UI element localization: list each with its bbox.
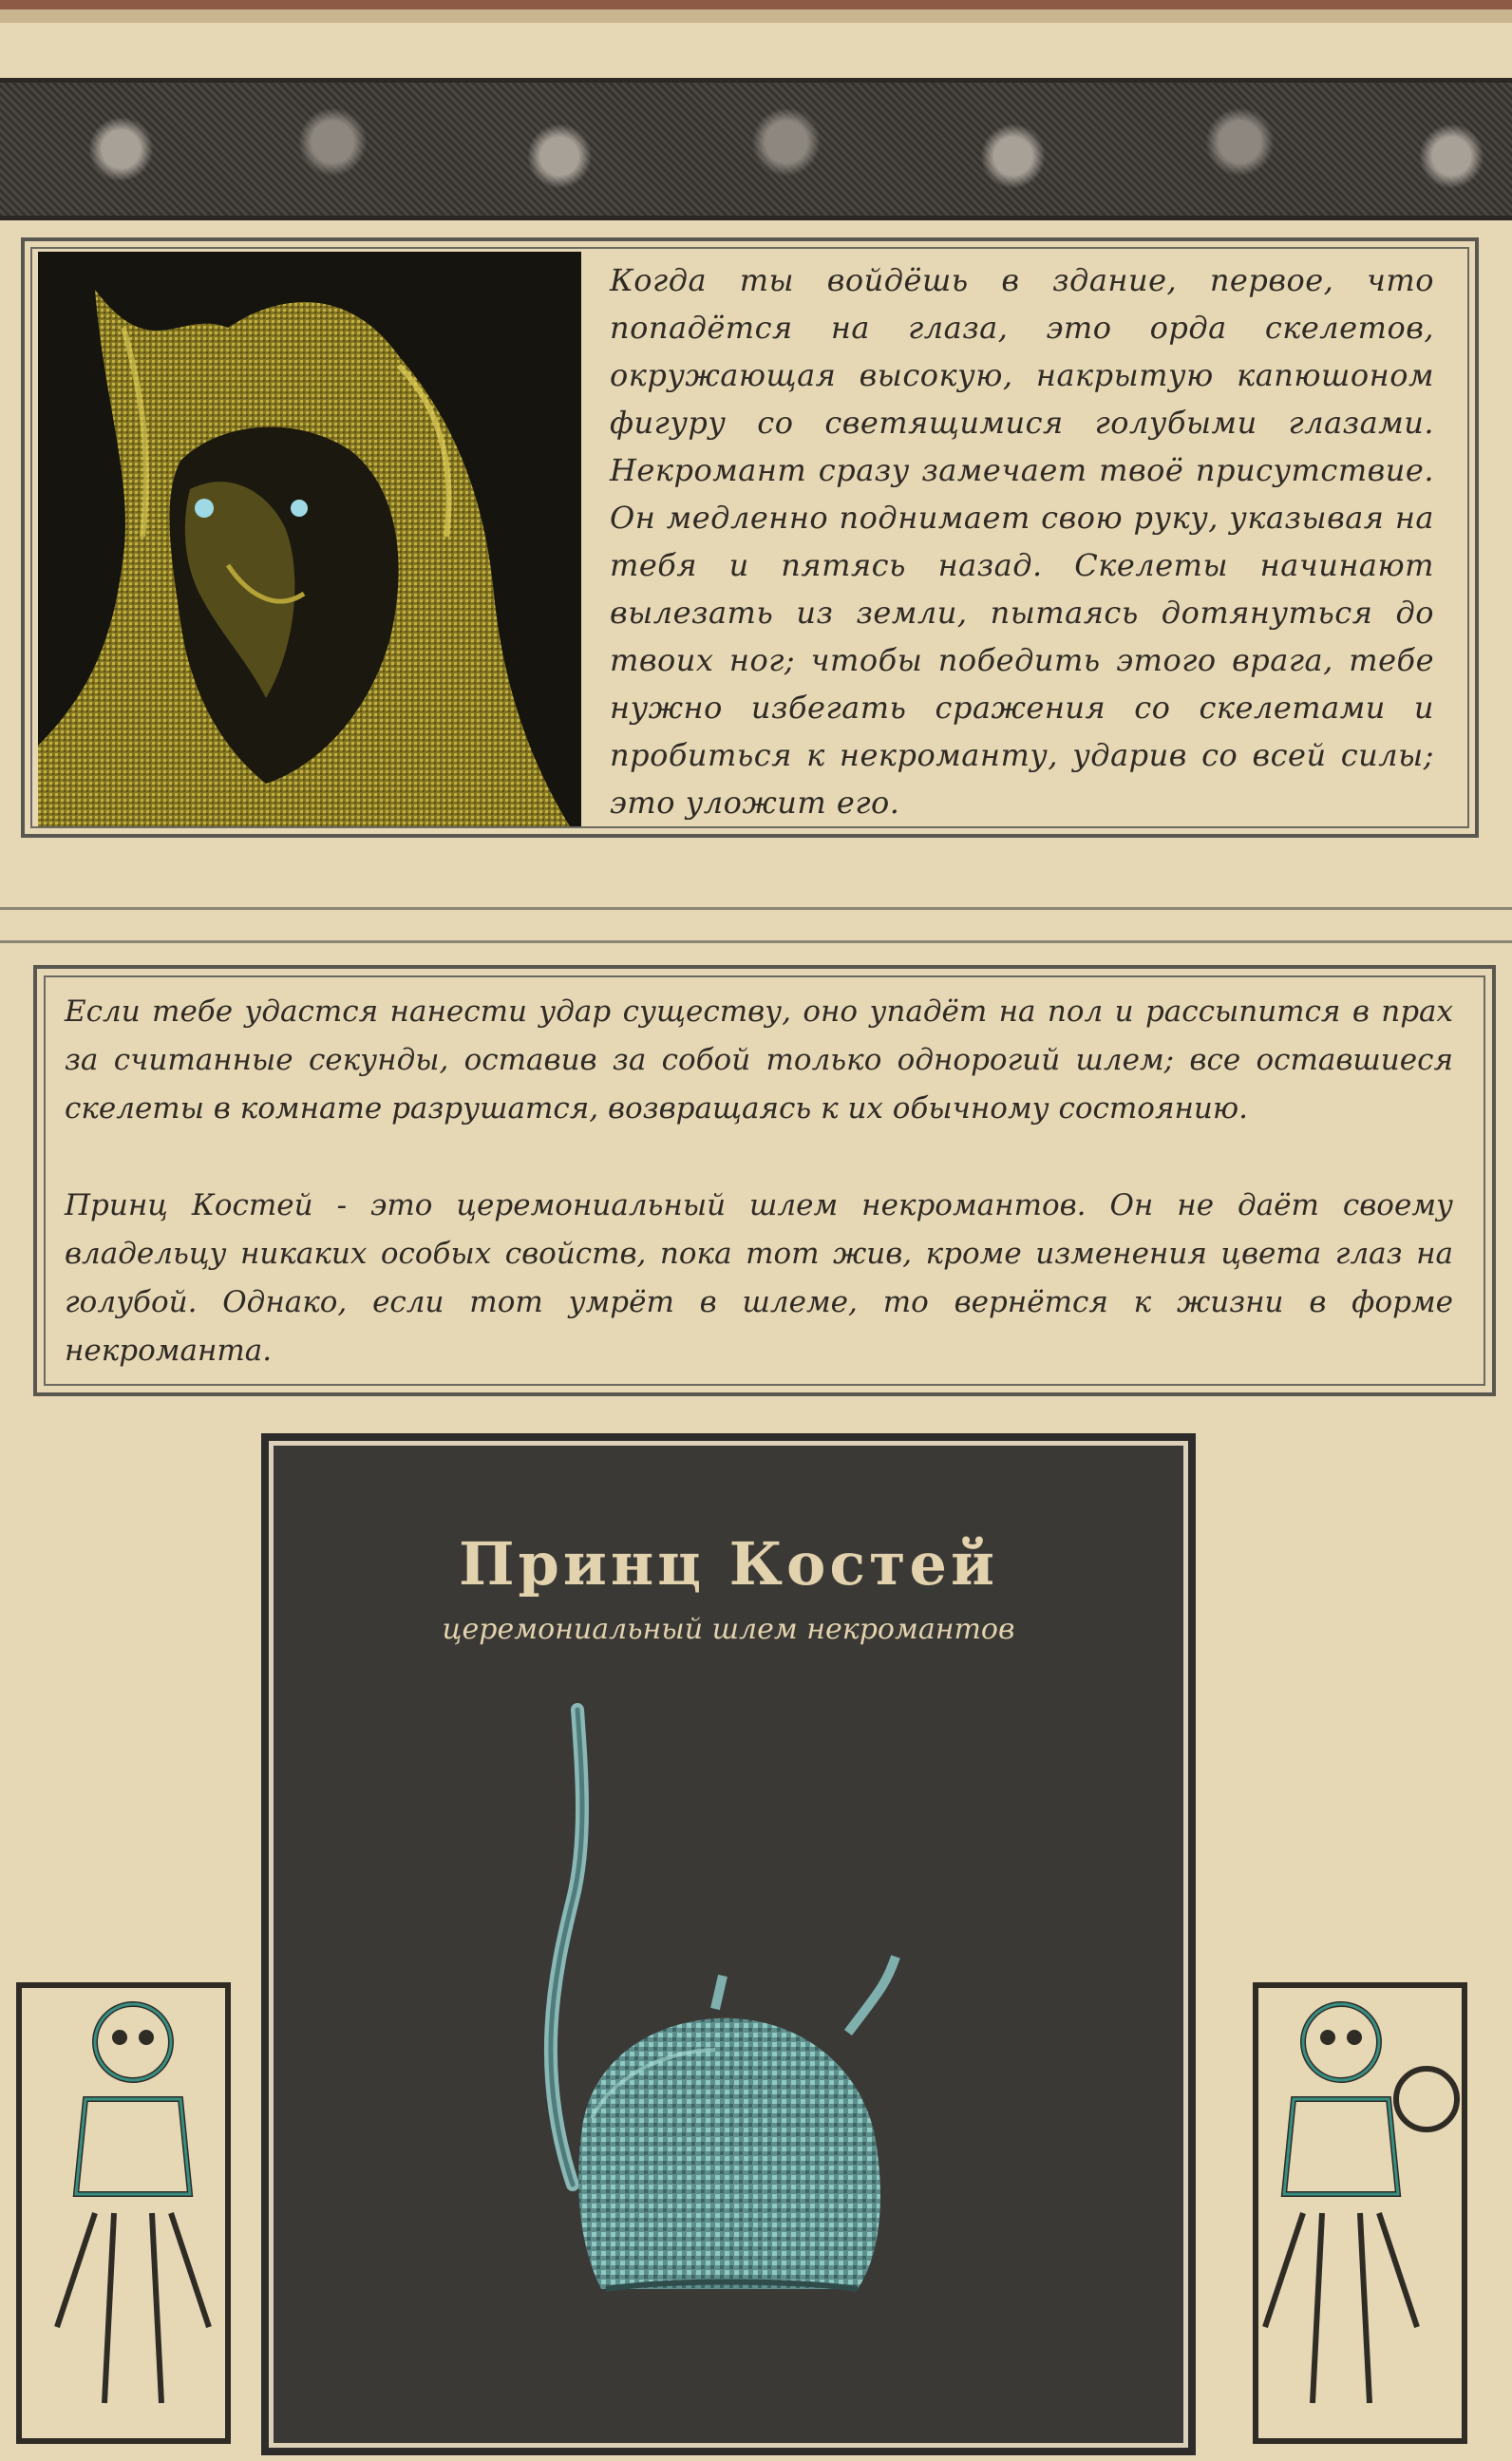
separator-line-top xyxy=(0,907,1512,910)
separator-line-bottom xyxy=(0,940,1512,943)
right-glowing-eye xyxy=(291,500,308,517)
bone-helmet-image xyxy=(269,1672,1188,2432)
item-title: Принц Костей xyxy=(458,1529,998,1599)
left-skeleton-ornament xyxy=(0,1966,256,2460)
left-glowing-eye xyxy=(195,499,214,518)
necromancer-portrait xyxy=(38,252,581,826)
right-skeleton-ornament xyxy=(1227,1966,1484,2460)
encounter-text: Когда ты войдёшь в здание, первое, что попадётся на глаза, это орда скелетов, окружающая высокую, накрытую капюшоном фигуру со светящимися голубыми глазами. Некромант сразу замечает твоё присутствие. Он медленно поднимает свою руку, указывая на тебя и пятясь назад. Скелеты начинают вылезать из земли, пытаясь дотянуться до твоих ног; чтобы победить этого врага, тебе нужно избегать сражения со скелетами и пробиться к некроманту, ударив со всей силы; это уложит его. xyxy=(610,262,1434,821)
details-text xyxy=(65,988,1453,1424)
details-paragraph-2: Принц Костей - это церемониальный шлем некромантов. Он не даёт своему владельцу никаких особых свойств, пока тот жив, кроме изменения цвета глаз на голубой. Однако, если тот умрёт в шлеме, то вернётся к жизни в форме некроманта. xyxy=(65,1188,1453,1368)
hooded-figure-image xyxy=(38,252,581,826)
skull-ornament-band xyxy=(0,78,1512,220)
item-subtitle: церемониальный шлем некромантов xyxy=(442,1613,1015,1646)
top-border-strip-light xyxy=(0,9,1512,23)
top-border-strip xyxy=(0,0,1512,9)
details-paragraph-1: Если тебе удастся нанести удар существу, оно упадёт на пол и рассыпится в прах за считанные секунды, оставив за собой только однорогий шлем; все оставшиеся скелеты в комнате разрушатся, возвращаясь к их обычному состоянию. xyxy=(65,994,1453,1126)
